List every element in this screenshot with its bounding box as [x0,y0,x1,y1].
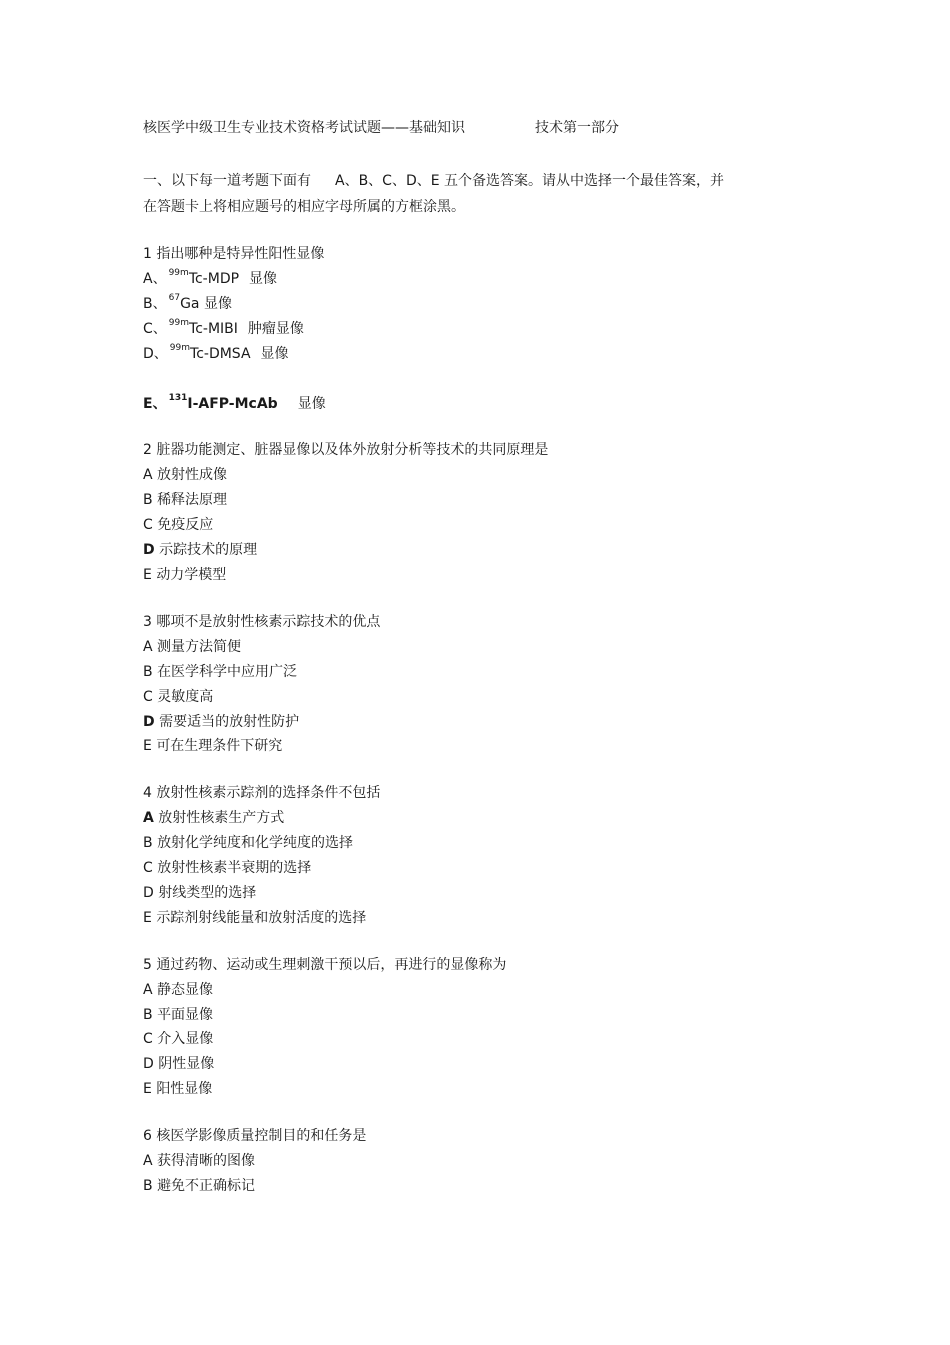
question-4 [143,781,803,930]
option-e: E 动力学模型 [143,566,227,583]
option-c: C 灵敏度高 [143,688,214,705]
instruction-part-a: 一、以下每一道考题下面有 [143,173,311,189]
question-stem: 2 脏器功能测定、脏器显像以及体外放射分析等技术的共同原理是 [143,442,549,459]
document-title [143,118,803,138]
instruction-part-b: A、B、C、D、E 五个备选答案。请从中选择一个最佳答案，并 [335,173,725,189]
title-section: 技术第一部分 [535,120,619,136]
option-c: C 放射性核素半衰期的选择 [143,860,312,877]
option-e: E 可在生理条件下研究 [143,738,283,755]
option-e: E 示踪剂射线能量和放射活度的选择 [143,909,367,926]
title-main: 核医学中级卫生专业技术资格考试试题——基础知识 [143,120,465,136]
document-page [143,118,803,1199]
option-d: D、 $^{99m}$Tc-DMSA 显像 [143,342,289,362]
option-c: C 介入显像 [143,1031,214,1048]
option-a: A 放射性成像 [143,467,228,484]
question-stem: 3 哪项不是放射性核素示踪技术的优点 [143,613,381,630]
option-b: B 在医学科学中应用广泛 [143,663,298,680]
question-stem: 6 核医学影像质量控制目的和任务是 [143,1128,367,1145]
option-d: D 射线类型的选择 [143,884,257,901]
question-3 [143,610,803,759]
instruction-part-c: 在答题卡上将相应题号的相应字母所属的方框涂黑。 [143,199,465,215]
option-a: A 测量方法简便 [143,638,242,655]
option-e: E、 $^{131}$I-AFP-McAb 显像 [143,392,326,412]
option-b: B、 $^{67}$Ga 显像 [143,292,232,312]
question-6 [143,1124,803,1199]
option-c: C 免疫反应 [143,517,214,534]
option-d: D 示踪技术的原理 [143,542,258,559]
question-stem: 1 指出哪种是特异性阳性显像 [143,246,325,262]
question-5 [143,953,803,1102]
question-2 [143,438,803,587]
option-a: A、 $^{99m}$Tc-MDP 显像 [143,267,278,287]
option-d: D 需要适当的放射性防护 [143,713,300,730]
option-d: D 阴性显像 [143,1056,215,1073]
option-a: A 获得清晰的图像 [143,1153,256,1170]
option-b: B 避免不正确标记 [143,1178,256,1194]
question-1 [143,242,803,416]
option-b: B 平面显像 [143,1006,214,1023]
option-e: E 阳性显像 [143,1081,213,1098]
question-stem: 4 放射性核素示踪剂的选择条件不包括 [143,785,381,802]
option-a: A 放射性核素生产方式 [143,810,285,827]
option-b: B 放射化学纯度和化学纯度的选择 [143,835,354,852]
option-c: C、 $^{99m}$Tc-MIBI 肿瘤显像 [143,317,304,337]
question-stem: 5 通过药物、运动或生理刺激干预以后，再进行的显像称为 [143,956,507,973]
option-a: A 静态显像 [143,981,214,998]
option-b: B 稀释法原理 [143,492,228,509]
section-instruction [143,168,803,220]
